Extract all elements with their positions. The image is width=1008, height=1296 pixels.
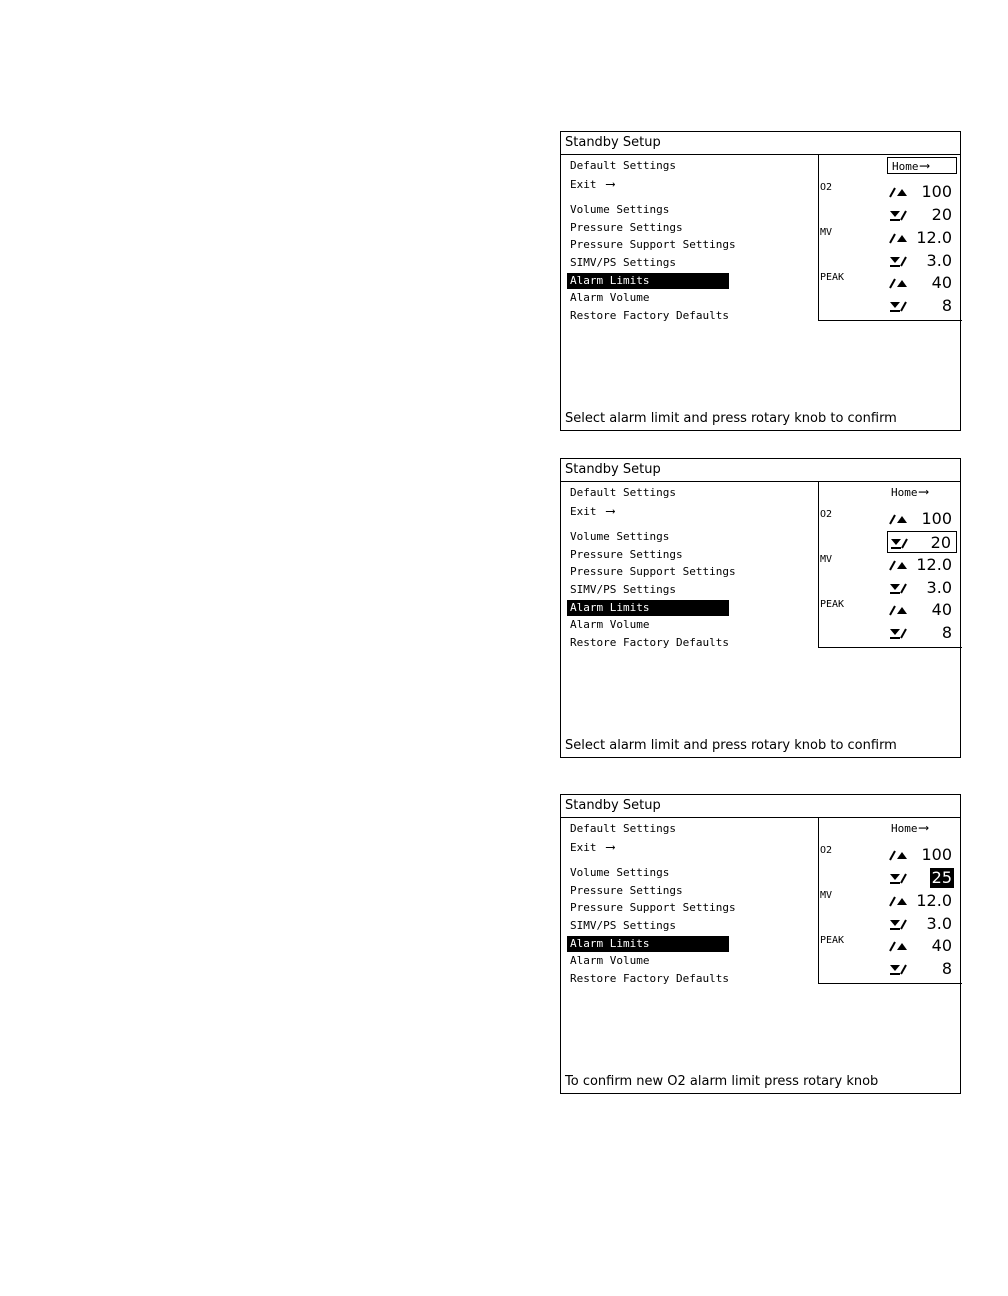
arrow-right-icon: ⟶ xyxy=(606,840,615,855)
menu-item-pressure-settings[interactable]: Pressure Settings xyxy=(570,548,683,561)
peak-low-limit[interactable] xyxy=(887,622,957,644)
status-message: Select alarm limit and press rotary knob to confirm xyxy=(565,411,897,426)
peak-low-limit[interactable] xyxy=(887,958,957,980)
alarm-value: 100 xyxy=(921,509,952,528)
mv-high-limit[interactable] xyxy=(887,227,957,249)
menu-item-volume-settings[interactable]: Volume Settings xyxy=(570,203,670,216)
lower-limit-icon xyxy=(889,581,907,595)
mv-high-limit[interactable] xyxy=(887,554,957,576)
arrow-right-icon: ⟶ xyxy=(920,158,929,174)
menu-item-default-settings[interactable]: Default Settings xyxy=(570,159,676,172)
alarm-value: 12.0 xyxy=(916,228,952,247)
arrow-right-icon: ⟶ xyxy=(919,820,928,836)
menu-item-pressure-support-settings[interactable]: Pressure Support Settings xyxy=(570,565,736,578)
screen-title: Standby Setup xyxy=(561,795,960,818)
mv-low-limit[interactable] xyxy=(887,250,957,272)
upper-limit-icon xyxy=(889,603,907,617)
param-label-mv: MV xyxy=(820,227,833,238)
menu-item-pressure-settings[interactable]: Pressure Settings xyxy=(570,221,683,234)
upper-limit-icon xyxy=(889,231,907,245)
upper-limit-icon xyxy=(889,558,907,572)
peak-low-limit[interactable] xyxy=(887,295,957,317)
menu-item-exit[interactable] xyxy=(567,840,729,856)
alarm-value: 20 xyxy=(931,205,952,224)
menu-item-default-settings[interactable]: Default Settings xyxy=(570,486,676,499)
param-label-peak: PEAK xyxy=(820,935,845,946)
home-label: Home xyxy=(891,822,918,835)
menu-item-exit[interactable] xyxy=(567,177,729,193)
alarm-value: 40 xyxy=(931,273,952,292)
lower-limit-icon xyxy=(889,626,907,640)
upper-limit-icon xyxy=(889,276,907,290)
status-message: Select alarm limit and press rotary knob to confirm xyxy=(565,738,897,753)
lower-limit-icon xyxy=(889,962,907,976)
alarm-value: 12.0 xyxy=(916,891,952,910)
alarm-value: 100 xyxy=(921,845,952,864)
alarm-value: 40 xyxy=(931,936,952,955)
menu-item-volume-settings[interactable]: Volume Settings xyxy=(570,866,670,879)
upper-limit-icon xyxy=(889,894,907,908)
setup-menu xyxy=(561,818,818,984)
lower-limit-icon xyxy=(889,208,907,222)
lower-limit-icon xyxy=(889,871,907,885)
setup-menu xyxy=(561,482,818,648)
alarm-value: 8 xyxy=(941,959,952,978)
peak-high-limit[interactable] xyxy=(887,935,957,957)
lower-limit-icon xyxy=(889,917,907,931)
setup-menu xyxy=(561,155,818,321)
menu-item-pressure-support-settings[interactable]: Pressure Support Settings xyxy=(570,238,736,251)
alarm-value: 20 xyxy=(930,533,951,552)
lower-limit-icon xyxy=(889,254,907,268)
menu-item-restore-factory-defaults[interactable]: Restore Factory Defaults xyxy=(570,309,729,322)
o2-high-limit[interactable] xyxy=(887,844,957,866)
param-label-peak: PEAK xyxy=(820,272,845,283)
menu-item-volume-settings[interactable]: Volume Settings xyxy=(570,530,670,543)
alarm-value: 100 xyxy=(921,182,952,201)
home-button[interactable] xyxy=(887,820,957,837)
alarm-value: 12.0 xyxy=(916,555,952,574)
standby-setup-screen-1 xyxy=(560,131,961,431)
alarm-value: 40 xyxy=(931,600,952,619)
alarm-value: 3.0 xyxy=(926,578,952,597)
peak-high-limit[interactable] xyxy=(887,272,957,294)
menu-item-restore-factory-defaults[interactable]: Restore Factory Defaults xyxy=(570,636,729,649)
o2-low-limit[interactable] xyxy=(887,204,957,226)
o2-high-limit[interactable] xyxy=(887,181,957,203)
param-label-mv: MV xyxy=(820,554,833,565)
param-label-mv: MV xyxy=(820,890,833,901)
alarm-limits-panel xyxy=(818,817,962,984)
param-label-o2: O2 xyxy=(820,509,833,520)
menu-item-alarm-volume[interactable]: Alarm Volume xyxy=(570,954,650,967)
mv-low-limit[interactable] xyxy=(887,913,957,935)
menu-item-default-settings[interactable]: Default Settings xyxy=(570,822,676,835)
arrow-right-icon: ⟶ xyxy=(919,484,928,500)
home-button[interactable] xyxy=(887,157,957,174)
param-label-o2: O2 xyxy=(820,845,833,856)
menu-item-simv-ps-settings[interactable]: SIMV/PS Settings xyxy=(570,256,676,269)
menu-item-pressure-support-settings[interactable]: Pressure Support Settings xyxy=(570,901,736,914)
o2-low-limit[interactable] xyxy=(887,867,957,889)
menu-item-restore-factory-defaults[interactable]: Restore Factory Defaults xyxy=(570,972,729,985)
mv-high-limit[interactable] xyxy=(887,890,957,912)
menu-item-alarm-volume[interactable]: Alarm Volume xyxy=(570,618,650,631)
standby-setup-screen-3 xyxy=(560,794,961,1094)
alarm-value-editing[interactable]: 25 xyxy=(931,868,952,887)
upper-limit-icon xyxy=(889,512,907,526)
menu-item-pressure-settings[interactable]: Pressure Settings xyxy=(570,884,683,897)
menu-item-alarm-volume[interactable]: Alarm Volume xyxy=(570,291,650,304)
menu-item-exit[interactable] xyxy=(567,504,729,520)
alarm-limits-panel xyxy=(818,481,962,648)
arrow-right-icon: ⟶ xyxy=(606,504,615,519)
alarm-value: 3.0 xyxy=(926,251,952,270)
screen-title: Standby Setup xyxy=(561,459,960,482)
menu-item-simv-ps-settings[interactable]: SIMV/PS Settings xyxy=(570,919,676,932)
o2-low-limit[interactable] xyxy=(887,531,957,553)
menu-item-alarm-limits[interactable]: Alarm Limits xyxy=(567,936,729,952)
mv-low-limit[interactable] xyxy=(887,577,957,599)
standby-setup-screen-2 xyxy=(560,458,961,758)
o2-high-limit[interactable] xyxy=(887,508,957,530)
home-label: Home xyxy=(891,486,918,499)
home-label: Home xyxy=(892,160,919,173)
alarm-value: 8 xyxy=(941,623,952,642)
lower-limit-icon xyxy=(889,299,907,313)
peak-high-limit[interactable] xyxy=(887,599,957,621)
upper-limit-icon xyxy=(889,185,907,199)
menu-item-alarm-limits[interactable]: Alarm Limits xyxy=(567,600,729,616)
lower-limit-icon xyxy=(890,536,908,550)
menu-item-label: Exit xyxy=(570,178,597,191)
arrow-right-icon: ⟶ xyxy=(606,177,615,192)
home-button[interactable] xyxy=(887,484,957,501)
alarm-value: 3.0 xyxy=(926,914,952,933)
menu-item-label: Exit xyxy=(570,841,597,854)
alarm-value: 8 xyxy=(941,296,952,315)
param-label-o2: O2 xyxy=(820,182,833,193)
menu-item-alarm-limits[interactable]: Alarm Limits xyxy=(567,273,729,289)
screen-title: Standby Setup xyxy=(561,132,960,155)
menu-item-simv-ps-settings[interactable]: SIMV/PS Settings xyxy=(570,583,676,596)
upper-limit-icon xyxy=(889,848,907,862)
upper-limit-icon xyxy=(889,939,907,953)
param-label-peak: PEAK xyxy=(820,599,845,610)
menu-item-label: Exit xyxy=(570,505,597,518)
alarm-limits-panel xyxy=(818,154,962,321)
status-message: To confirm new O2 alarm limit press rotary knob xyxy=(565,1074,879,1089)
